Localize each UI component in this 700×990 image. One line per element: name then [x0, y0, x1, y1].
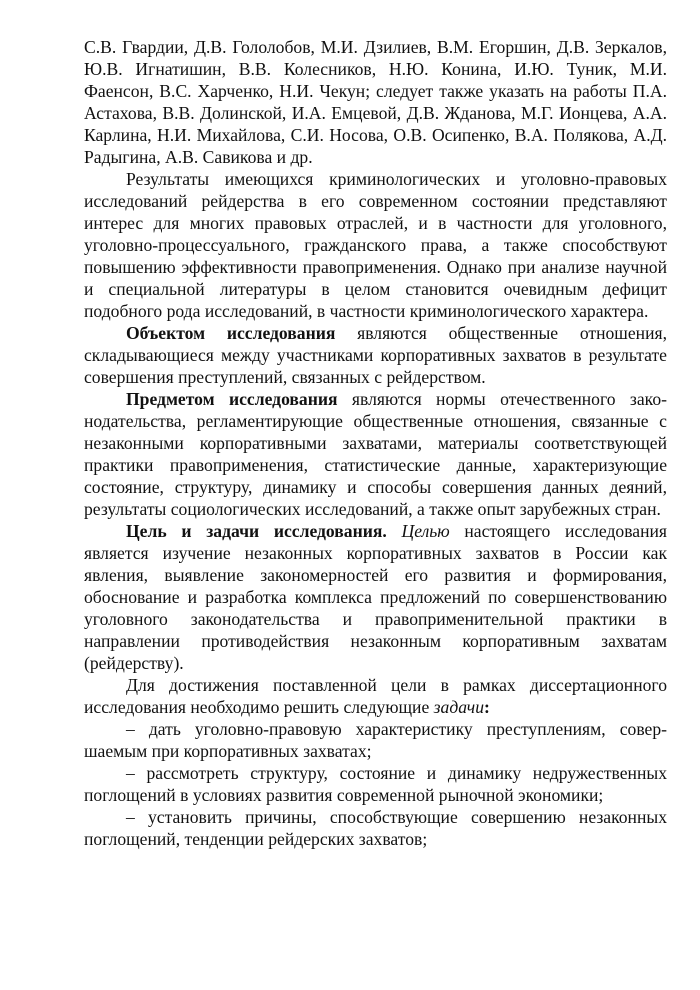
italic-term: Целью	[401, 521, 450, 541]
list-item-task-1	[84, 718, 667, 762]
paragraph-research-results	[84, 168, 667, 322]
text-run: С.В. Гвардии, Д.В. Гололобов, М.И. Дзилиев, В.М. Егоршин, Д.В. Зеркалов, Ю.В. Игнатишин, В.В. Колесников, Н.Ю. Конина, И.Ю. Туник, М.И. Фаенсон, В.С. Харченко, Н.И. Чекун; следует также указать на работы П.А. Астахова, В.В. Долинской, И.А. Емцевой, Д.В. Жданова, М.Г. Ионцева, А.А. Карлина, Н.И. Михайлова, С.И. Носова, О.В. Осипенко, В.А. Полякова, А.Д. Радыгина, А.В. Савикова и др.	[84, 37, 667, 167]
list-item-task-3	[84, 806, 667, 850]
paragraph-tasks-intro	[84, 674, 667, 718]
text-run: – дать уголовно-правовую характеристику преступлениям, совершаемым при корпоративных захватах;	[84, 719, 667, 761]
text-run: – установить причины, способствующие совершению незаконных поглощений, тенденции рейдерских захватов;	[84, 807, 667, 849]
text-run: настоящего исследования является изучение незаконных корпоративных захватов в России как явления, выявление закономерностей его развития и формирования, обоснование и разработка комплекса предложений по совершенствованию уголовного законодательства и правоприменительной практики в направлении противодействия незаконным корпоративным захватам (рейдерству).	[84, 521, 667, 673]
paragraph-authors-list	[84, 36, 667, 168]
text-run: являются нормы отечественного законодательства, регламентирующие общественные отношения, связанные с незаконными корпоративными захватами, материалы соответствующей практики правоприменения, статистические данные, характеризующие состояние, структуру, динамику и способы совершения данных деяний, результаты социологических исследований, а также опыт зарубежных стран.	[84, 389, 667, 519]
text-run: – рассмотреть структуру, состояние и динамику недружественных поглощений в условиях развития современной рыночной экономики;	[84, 763, 667, 805]
bold-term: Объектом исследования	[126, 323, 336, 343]
bold-term: Предметом исследования	[126, 389, 338, 409]
paragraph-research-subject	[84, 388, 667, 520]
bold-term: Цель и задачи исследования.	[126, 521, 387, 541]
paragraph-goal-and-tasks	[84, 520, 667, 674]
text-run	[387, 521, 402, 541]
italic-term: задачи	[433, 697, 484, 717]
paragraph-research-object	[84, 322, 667, 388]
text-run: Результаты имеющихся криминологических и уголовно-правовых исследований рейдерства в его современном состоянии представляют интерес для многих правовых отраслей, и в частности для уголовного, уголовно-процессуального, гражданского права, а также способствуют повышению эффективности правоприменения. Однако при анализе научной и специальной литературы в целом становится очевидным дефицит подобного рода исследований, в частности криминологического характера.	[84, 169, 667, 321]
text-body	[84, 36, 667, 850]
text-run: Для достижения поставленной цели в рамках диссертационного исследования необходимо решить следующие	[84, 675, 667, 717]
bold-colon: :	[484, 697, 490, 717]
list-item-task-2	[84, 762, 667, 806]
text-run: являются общественные отношения, складывающиеся между участниками корпоративных захватов в результате совершения преступлений, связанных с рейдерством.	[84, 323, 667, 387]
